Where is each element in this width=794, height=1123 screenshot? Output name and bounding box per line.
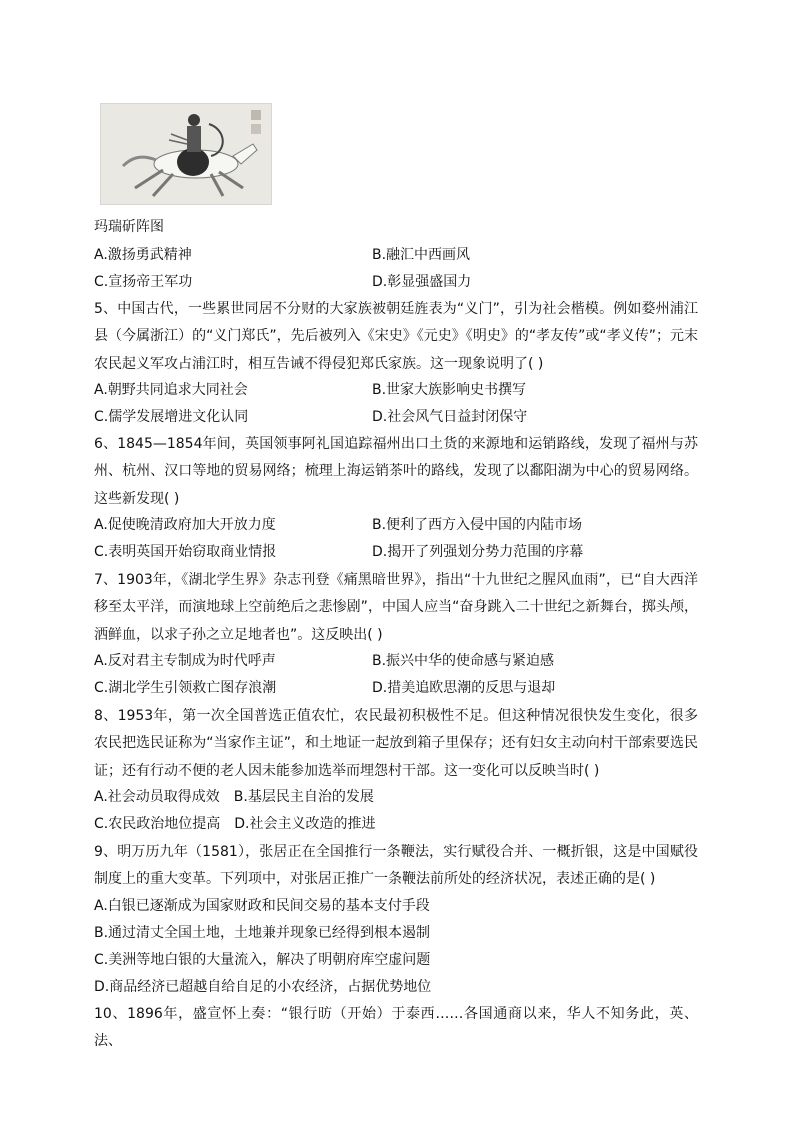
q8-options-cd: C.农民政治地位提高 D.社会主义改造的推进 <box>94 816 376 832</box>
q7-option-b: B.振兴中华的使命感与紧迫感 <box>372 653 555 669</box>
q4-option-d: D.彰显强盛国力 <box>372 274 472 290</box>
painting-image <box>100 103 272 205</box>
q7-option-d: D.措美追欧思潮的反思与退却 <box>372 680 556 696</box>
horse-rider-illustration <box>101 104 271 204</box>
q5-option-b: B.世家大族影响史书撰写 <box>372 382 527 398</box>
q6-option-a: A.促使晚清政府加大开放力度 <box>94 517 276 533</box>
q10-stem: 10、1896年，盛宣怀上奏：“银行昉（开始）于泰西……各国通商以来，华人不知务此，英、法、 <box>94 1006 698 1050</box>
q7-option-a: A.反对君主专制成为时代呼声 <box>94 653 276 669</box>
q8-options-ab: A.社会动员取得成效 B.基层民主自治的发展 <box>94 789 374 805</box>
q5-option-d: D.社会风气日益封闭保守 <box>372 409 528 425</box>
q5-option-a: A.朝野共同追求大同社会 <box>94 382 248 398</box>
q4-option-c: C.宣扬帝王军功 <box>94 274 193 290</box>
q4-option-b: B.融汇中西画风 <box>372 247 471 263</box>
q6-option-c: C.表明英国开始窃取商业情报 <box>94 544 277 560</box>
q9-option-b: B.通过清丈全国土地，土地兼并现象已经得到根本遏制 <box>94 925 431 941</box>
q9-option-d: D.商品经济已超越自给自足的小农经济，占据优势地位 <box>94 979 432 995</box>
q4-option-a: A.激扬勇武精神 <box>94 247 192 263</box>
q6-option-b: B.便利了西方入侵中国的内陆市场 <box>372 517 583 533</box>
q5-option-c: C.儒学发展增进文化认同 <box>94 409 249 425</box>
q6-stem: 6、1845—1854年间，英国领事阿礼国追踪福州出口土货的来源地和运销路线，发现了福州与苏州、杭州、汉口等地的贸易网络；梳理上海运销茶叶的路线，发现了以鄱阳湖为中心的贸易网络。这些新发现( ) <box>94 436 698 507</box>
q9-stem: 9、明万历九年（1581），张居正在全国推行一条鞭法，实行赋役合并、一概折银，这是中国赋役制度上的重大变革。下列项中，对张居正推广一条鞭法前所处的经济状况，表述正确的是( ) <box>94 844 698 888</box>
q7-option-c: C.湖北学生引领救亡图存浪潮 <box>94 680 277 696</box>
figure-caption: 玛瑞斫阵图 <box>94 219 164 235</box>
q5-stem: 5、中国古代，一些累世同居不分财的大家族被朝廷旌表为“义门”，引为社会楷模。例如婺州浦江县（今属浙江）的“义门郑氏”，先后被列入《宋史》《元史》《明史》的“孝友传”或“孝义传”；元末农民起义军攻占浦江时，相互告诫不得侵犯郑氏家族。这一现象说明了( ) <box>94 301 698 372</box>
q8-stem: 8、1953年，第一次全国普选正值农忙，农民最初积极性不足。但这种情况很快发生变化，很多农民把选民证称为“当家作主证”，和土地证一起放到箱子里保存；还有妇女主动向村干部索要选民证；还有行动不便的老人因未能参加选举而埋怨村干部。这一变化可以反映当时( ) <box>94 708 698 779</box>
q9-option-c: C.美洲等地白银的大量流入，解决了明朝府库空虚问题 <box>94 952 431 968</box>
q9-option-a: A.白银已逐渐成为国家财政和民间交易的基本支付手段 <box>94 898 430 914</box>
q6-option-d: D.揭开了列强划分势力范围的序幕 <box>372 544 584 560</box>
q7-stem: 7、1903年，《湖北学生界》杂志刊登《痛黑暗世界》，指出“十九世纪之腥风血雨”，已“自大西洋移至太平洋，而演地球上空前绝后之悲惨剧”，中国人应当“奋身跳入二十世纪之新舞台，掷头颅，洒鲜血，以求子孙之立足地者也”。这反映出( ) <box>94 572 698 643</box>
